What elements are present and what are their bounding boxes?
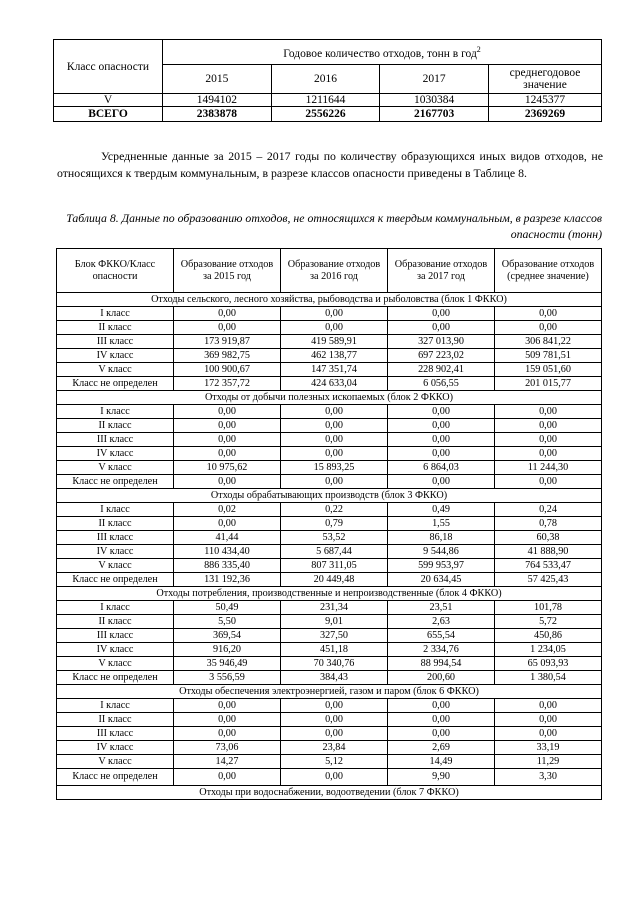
cell: 0,00 [495, 713, 602, 727]
cell: 100 900,67 [174, 363, 281, 377]
cell: 0,00 [388, 307, 495, 321]
block-title: Отходы обрабатывающих производств (блок 3 ФККО) [57, 489, 602, 503]
row-label: I класс [57, 601, 174, 615]
cell: 0,00 [388, 447, 495, 461]
cell: 2 334,76 [388, 643, 495, 657]
cell: 0,00 [281, 405, 388, 419]
cell: 0,00 [495, 447, 602, 461]
block-title-row [57, 587, 602, 601]
row-label: III класс [57, 433, 174, 447]
cell: 228 902,41 [388, 363, 495, 377]
row-label: I класс [57, 307, 174, 321]
cell: 11,29 [495, 755, 602, 769]
cell: 0,00 [281, 447, 388, 461]
cell: 101,78 [495, 601, 602, 615]
cell: 0,00 [174, 699, 281, 713]
table-row [57, 363, 602, 377]
cell: 0,00 [174, 713, 281, 727]
cell: 0,49 [388, 503, 495, 517]
cell: 15 893,25 [281, 461, 388, 475]
cell: 3 556,59 [174, 671, 281, 685]
cell: 2,69 [388, 741, 495, 755]
cell: 20 449,48 [281, 573, 388, 587]
column-header: Образование отходов за 2017 год [388, 249, 495, 293]
cell: 1 234,05 [495, 643, 602, 657]
table-row [57, 419, 602, 433]
row-label: II класс [57, 419, 174, 433]
cell: 0,00 [495, 433, 602, 447]
cell: 1 380,54 [495, 671, 602, 685]
table-row [57, 769, 602, 786]
row-label: IV класс [57, 643, 174, 657]
cell: 6 056,55 [388, 377, 495, 391]
row-label: I класс [57, 699, 174, 713]
cell: 60,38 [495, 531, 602, 545]
cell: 35 946,49 [174, 657, 281, 671]
cell: 0,00 [281, 307, 388, 321]
cell: 23,51 [388, 601, 495, 615]
row-label: Класс не определен [57, 769, 174, 786]
cell: 65 093,93 [495, 657, 602, 671]
row-label: V класс [57, 363, 174, 377]
row-label: IV класс [57, 349, 174, 363]
cell: 0,00 [281, 419, 388, 433]
row-label: V [54, 94, 163, 107]
cell: 200,60 [388, 671, 495, 685]
cell: 41,44 [174, 531, 281, 545]
cell: 131 192,36 [174, 573, 281, 587]
cell: 172 357,72 [174, 377, 281, 391]
cell: 50,49 [174, 601, 281, 615]
table-row [57, 741, 602, 755]
waste-by-class-table [56, 248, 602, 800]
table-row [57, 755, 602, 769]
annual-amount-header [163, 40, 602, 65]
cell: 5 687,44 [281, 545, 388, 559]
cell: 424 633,04 [281, 377, 388, 391]
table-row [57, 629, 602, 643]
cell: 0,00 [174, 321, 281, 335]
footnote-mark: 2 [476, 45, 481, 55]
cell: 11 244,30 [495, 461, 602, 475]
cell: 0,00 [495, 321, 602, 335]
row-label: II класс [57, 321, 174, 335]
cell: 0,00 [174, 475, 281, 489]
row-label: Класс не определен [57, 671, 174, 685]
row-label: III класс [57, 727, 174, 741]
block-title: Отходы от добычи полезных ископаемых (блок 2 ФККО) [57, 391, 602, 405]
cell: 14,27 [174, 755, 281, 769]
annual-amount-header-text: Годовое количество отходов, тонн в год [283, 47, 477, 60]
table-row [57, 517, 602, 531]
row-label: III класс [57, 335, 174, 349]
cell: 2,63 [388, 615, 495, 629]
block-title-row [57, 786, 602, 800]
cell: 0,00 [281, 433, 388, 447]
block-title: Отходы обеспечения электроэнергией, газом и паром (блок 6 ФККО) [57, 685, 602, 699]
cell: 0,00 [495, 699, 602, 713]
block-title-row [57, 685, 602, 699]
cell: 0,00 [495, 405, 602, 419]
total-row [54, 107, 602, 122]
table-row [57, 433, 602, 447]
row-label: I класс [57, 405, 174, 419]
row-label: Класс не определен [57, 377, 174, 391]
table-row [57, 461, 602, 475]
cell: 159 051,60 [495, 363, 602, 377]
cell: 327 013,90 [388, 335, 495, 349]
average-header: среднегодовое значение [489, 65, 602, 94]
column-header: Образование отходов за 2016 год [281, 249, 388, 293]
year-2017-header: 2017 [380, 65, 489, 94]
cell: 0,00 [281, 321, 388, 335]
cell: 306 841,22 [495, 335, 602, 349]
row-label: V класс [57, 461, 174, 475]
row-label: V класс [57, 657, 174, 671]
cell: 0,00 [174, 769, 281, 786]
block-title: Отходы при водоснабжении, водоотведении (блок 7 ФККО) [57, 786, 602, 800]
cell: 5,50 [174, 615, 281, 629]
cell: 0,00 [388, 419, 495, 433]
table-row [57, 601, 602, 615]
table-row [54, 94, 602, 107]
row-label: IV класс [57, 741, 174, 755]
column-header: Блок ФККО/Класс опасности [57, 249, 174, 293]
cell: 1245377 [489, 94, 602, 107]
body-paragraph [57, 148, 603, 182]
top-waste-table [53, 39, 602, 122]
table-row [57, 727, 602, 741]
cell: 2369269 [489, 107, 602, 122]
cell: 5,12 [281, 755, 388, 769]
cell: 173 919,87 [174, 335, 281, 349]
cell: 0,00 [388, 475, 495, 489]
cell: 9 544,86 [388, 545, 495, 559]
row-label: III класс [57, 531, 174, 545]
cell: 9,90 [388, 769, 495, 786]
hazard-class-header: Класс опасности [54, 40, 163, 94]
cell: 0,00 [174, 405, 281, 419]
cell: 70 340,76 [281, 657, 388, 671]
cell: 599 953,97 [388, 559, 495, 573]
cell: 0,00 [495, 419, 602, 433]
cell: 3,30 [495, 769, 602, 786]
cell: 0,00 [174, 447, 281, 461]
table-row [57, 447, 602, 461]
row-label: II класс [57, 517, 174, 531]
cell: 53,52 [281, 531, 388, 545]
cell: 14,49 [388, 755, 495, 769]
table-row [57, 321, 602, 335]
cell: 0,00 [388, 727, 495, 741]
table-header-row [57, 249, 602, 293]
table-row [57, 307, 602, 321]
main-table-body [57, 249, 602, 800]
table-row [57, 335, 602, 349]
table-row [57, 559, 602, 573]
block-title-row [57, 391, 602, 405]
row-label: II класс [57, 713, 174, 727]
row-label: III класс [57, 629, 174, 643]
cell: 0,24 [495, 503, 602, 517]
cell: 0,00 [281, 475, 388, 489]
table-row [57, 545, 602, 559]
row-label: IV класс [57, 447, 174, 461]
cell: 2556226 [271, 107, 380, 122]
cell: 5,72 [495, 615, 602, 629]
row-label: V класс [57, 755, 174, 769]
table-row [57, 657, 602, 671]
cell: 916,20 [174, 643, 281, 657]
cell: 0,22 [281, 503, 388, 517]
table-row [57, 377, 602, 391]
cell: 384,43 [281, 671, 388, 685]
cell: 807 311,05 [281, 559, 388, 573]
table-row [57, 475, 602, 489]
cell: 73,06 [174, 741, 281, 755]
cell: 2383878 [163, 107, 272, 122]
cell: 655,54 [388, 629, 495, 643]
cell: 0,00 [388, 699, 495, 713]
cell: 0,00 [388, 321, 495, 335]
cell: 23,84 [281, 741, 388, 755]
cell: 697 223,02 [388, 349, 495, 363]
cell: 419 589,91 [281, 335, 388, 349]
cell: 201 015,77 [495, 377, 602, 391]
cell: 2167703 [380, 107, 489, 122]
table-caption: Таблица 8. Данные по образованию отходов, не относящихся к твердым коммунальным, в разрезе классов опасности (тонн) [66, 211, 602, 241]
cell: 0,00 [281, 727, 388, 741]
row-label: Класс не определен [57, 573, 174, 587]
row-label: ВСЕГО [54, 107, 163, 122]
cell: 0,00 [174, 419, 281, 433]
cell: 0,00 [388, 713, 495, 727]
block-title: Отходы сельского, лесного хозяйства, рыбоводства и рыболовства (блок 1 ФККО) [57, 293, 602, 307]
cell: 0,00 [281, 769, 388, 786]
cell: 88 994,54 [388, 657, 495, 671]
cell: 764 533,47 [495, 559, 602, 573]
cell: 0,00 [174, 517, 281, 531]
table-row [57, 503, 602, 517]
row-label: IV класс [57, 545, 174, 559]
table-row [57, 643, 602, 657]
cell: 0,02 [174, 503, 281, 517]
cell: 86,18 [388, 531, 495, 545]
cell: 57 425,43 [495, 573, 602, 587]
block-title: Отходы потребления, производственные и непроизводственные (блок 4 ФККО) [57, 587, 602, 601]
paragraph-text: Усредненные данные за 2015 – 2017 годы по количеству образующихся иных видов отходов, не относящихся к твердым коммунальным, в разрезе классов опасности приведены в Таблице 8. [57, 149, 603, 180]
cell: 0,00 [495, 307, 602, 321]
cell: 9,01 [281, 615, 388, 629]
table-row [57, 349, 602, 363]
column-header: Образование отходов за 2015 год [174, 249, 281, 293]
cell: 0,00 [174, 727, 281, 741]
cell: 110 434,40 [174, 545, 281, 559]
cell: 0,00 [495, 475, 602, 489]
cell: 369,54 [174, 629, 281, 643]
block-title-row [57, 489, 602, 503]
cell: 1030384 [380, 94, 489, 107]
block-title-row [57, 293, 602, 307]
cell: 450,86 [495, 629, 602, 643]
cell: 0,00 [281, 699, 388, 713]
cell: 0,79 [281, 517, 388, 531]
table-row [57, 531, 602, 545]
cell: 0,00 [174, 433, 281, 447]
cell: 0,00 [281, 713, 388, 727]
row-label: Класс не определен [57, 475, 174, 489]
row-label: II класс [57, 615, 174, 629]
row-label: V класс [57, 559, 174, 573]
column-header: Образование отходов (среднее значение) [495, 249, 602, 293]
cell: 1494102 [163, 94, 272, 107]
table-row [57, 671, 602, 685]
year-2015-header: 2015 [163, 65, 272, 94]
cell: 33,19 [495, 741, 602, 755]
cell: 0,78 [495, 517, 602, 531]
cell: 0,00 [388, 433, 495, 447]
cell: 0,00 [388, 405, 495, 419]
cell: 10 975,62 [174, 461, 281, 475]
cell: 20 634,45 [388, 573, 495, 587]
cell: 369 982,75 [174, 349, 281, 363]
cell: 0,00 [495, 727, 602, 741]
cell: 6 864,03 [388, 461, 495, 475]
table-row [57, 405, 602, 419]
cell: 1,55 [388, 517, 495, 531]
cell: 462 138,77 [281, 349, 388, 363]
table-row [57, 713, 602, 727]
cell: 509 781,51 [495, 349, 602, 363]
table-row [57, 573, 602, 587]
cell: 41 888,90 [495, 545, 602, 559]
table-row [57, 699, 602, 713]
cell: 886 335,40 [174, 559, 281, 573]
row-label: I класс [57, 503, 174, 517]
cell: 147 351,74 [281, 363, 388, 377]
cell: 231,34 [281, 601, 388, 615]
cell: 0,00 [174, 307, 281, 321]
cell: 451,18 [281, 643, 388, 657]
year-2016-header: 2016 [271, 65, 380, 94]
cell: 1211644 [271, 94, 380, 107]
table-row [57, 615, 602, 629]
cell: 327,50 [281, 629, 388, 643]
